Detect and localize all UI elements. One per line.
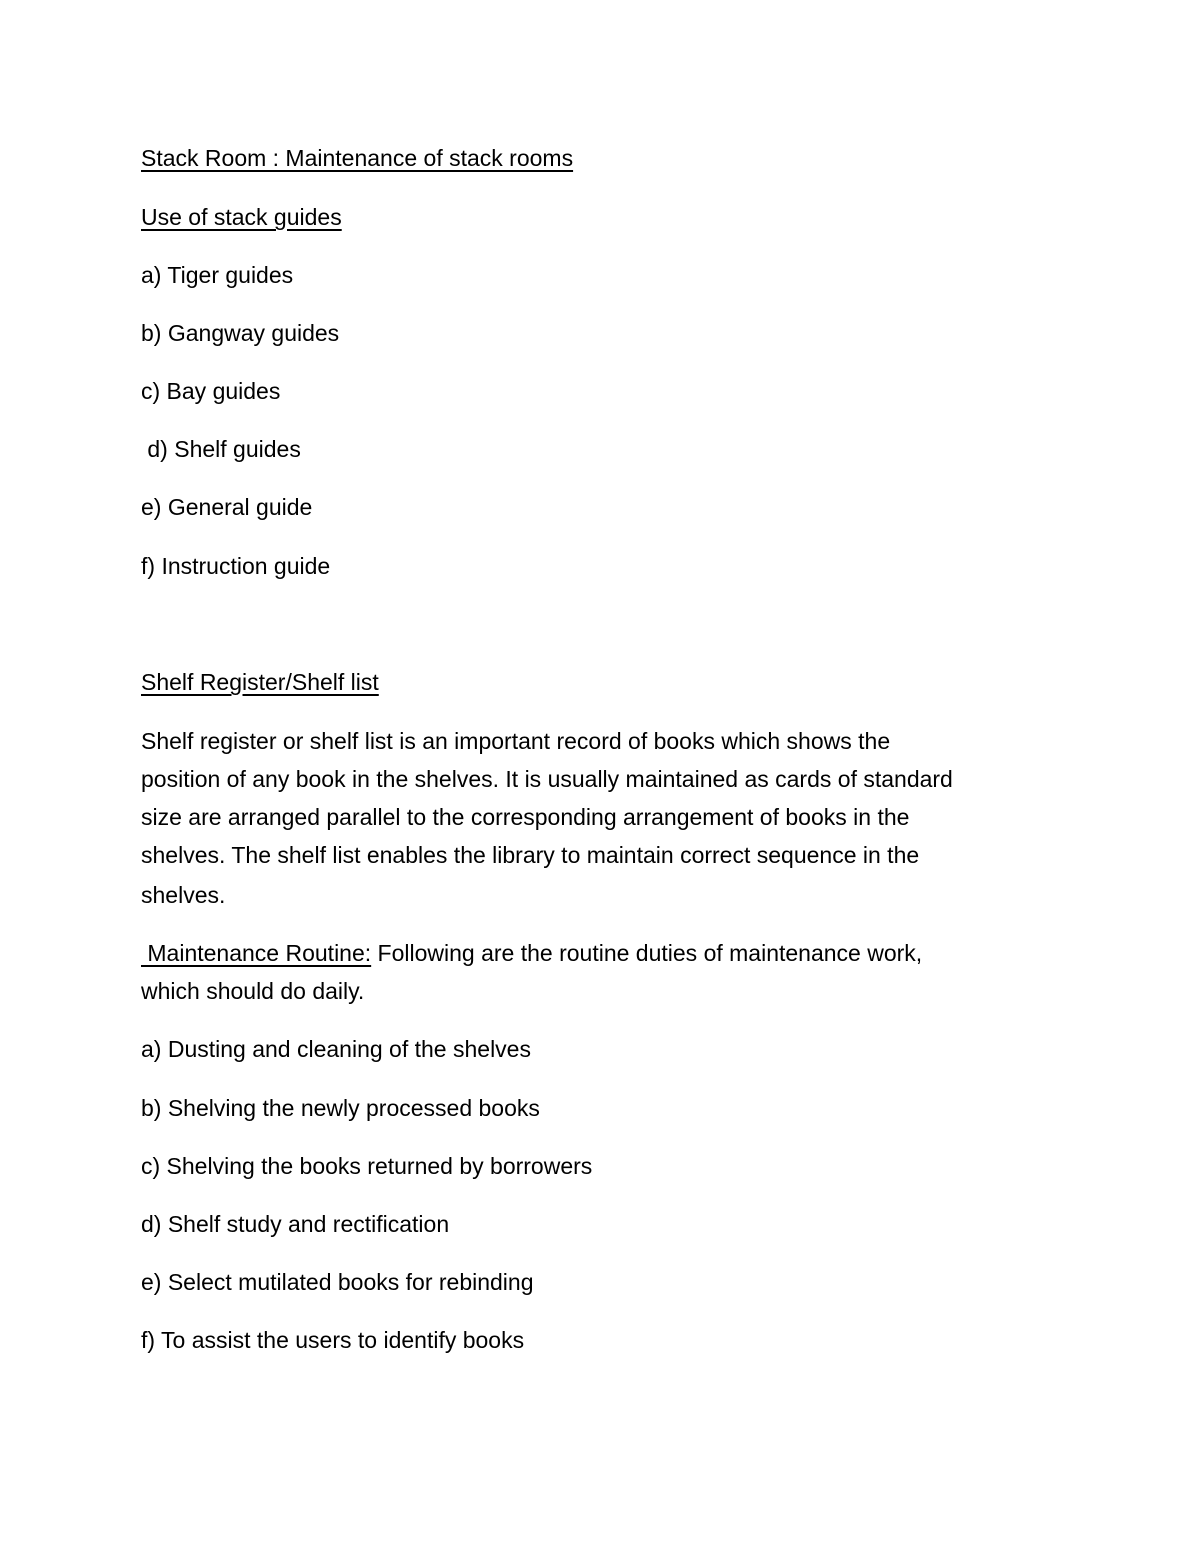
list-item: e) Select mutilated books for rebinding: [141, 1269, 534, 1295]
list-item: a) Dusting and cleaning of the shelves: [141, 1036, 531, 1062]
paragraph-line: which should do daily.: [141, 978, 365, 1004]
paragraph-line: Shelf register or shelf list is an important record of books which shows the: [141, 728, 891, 754]
section-heading-shelf-register: Shelf Register/Shelf list: [141, 669, 379, 695]
list-item: c) Bay guides: [141, 378, 281, 404]
maintenance-routine-text: Following are the routine duties of maintenance work,: [371, 940, 923, 966]
paragraph-line: shelves.: [141, 882, 226, 908]
maintenance-routine-line: [141, 934, 922, 972]
list-item: a) Tiger guides: [141, 262, 294, 288]
list-item: f) To assist the users to identify books: [141, 1327, 525, 1353]
page-title: Stack Room : Maintenance of stack rooms: [141, 145, 574, 171]
paragraph-line: position of any book in the shelves. It is usually maintained as cards of standard: [141, 766, 953, 792]
list-item: d) Shelf guides: [141, 436, 301, 462]
list-item: d) Shelf study and rectification: [141, 1211, 450, 1237]
paragraph-line: shelves. The shelf list enables the library to maintain correct sequence in the: [141, 842, 920, 868]
section-heading-stack-guides: Use of stack guides: [141, 204, 342, 230]
maintenance-routine-label: Maintenance Routine:: [141, 940, 372, 966]
list-item: b) Shelving the newly processed books: [141, 1095, 540, 1121]
paragraph-line: size are arranged parallel to the corresponding arrangement of books in the: [141, 804, 910, 830]
list-item: b) Gangway guides: [141, 320, 340, 346]
list-item: f) Instruction guide: [141, 553, 331, 579]
list-item: e) General guide: [141, 494, 313, 520]
list-item: c) Shelving the books returned by borrowers: [141, 1153, 593, 1179]
